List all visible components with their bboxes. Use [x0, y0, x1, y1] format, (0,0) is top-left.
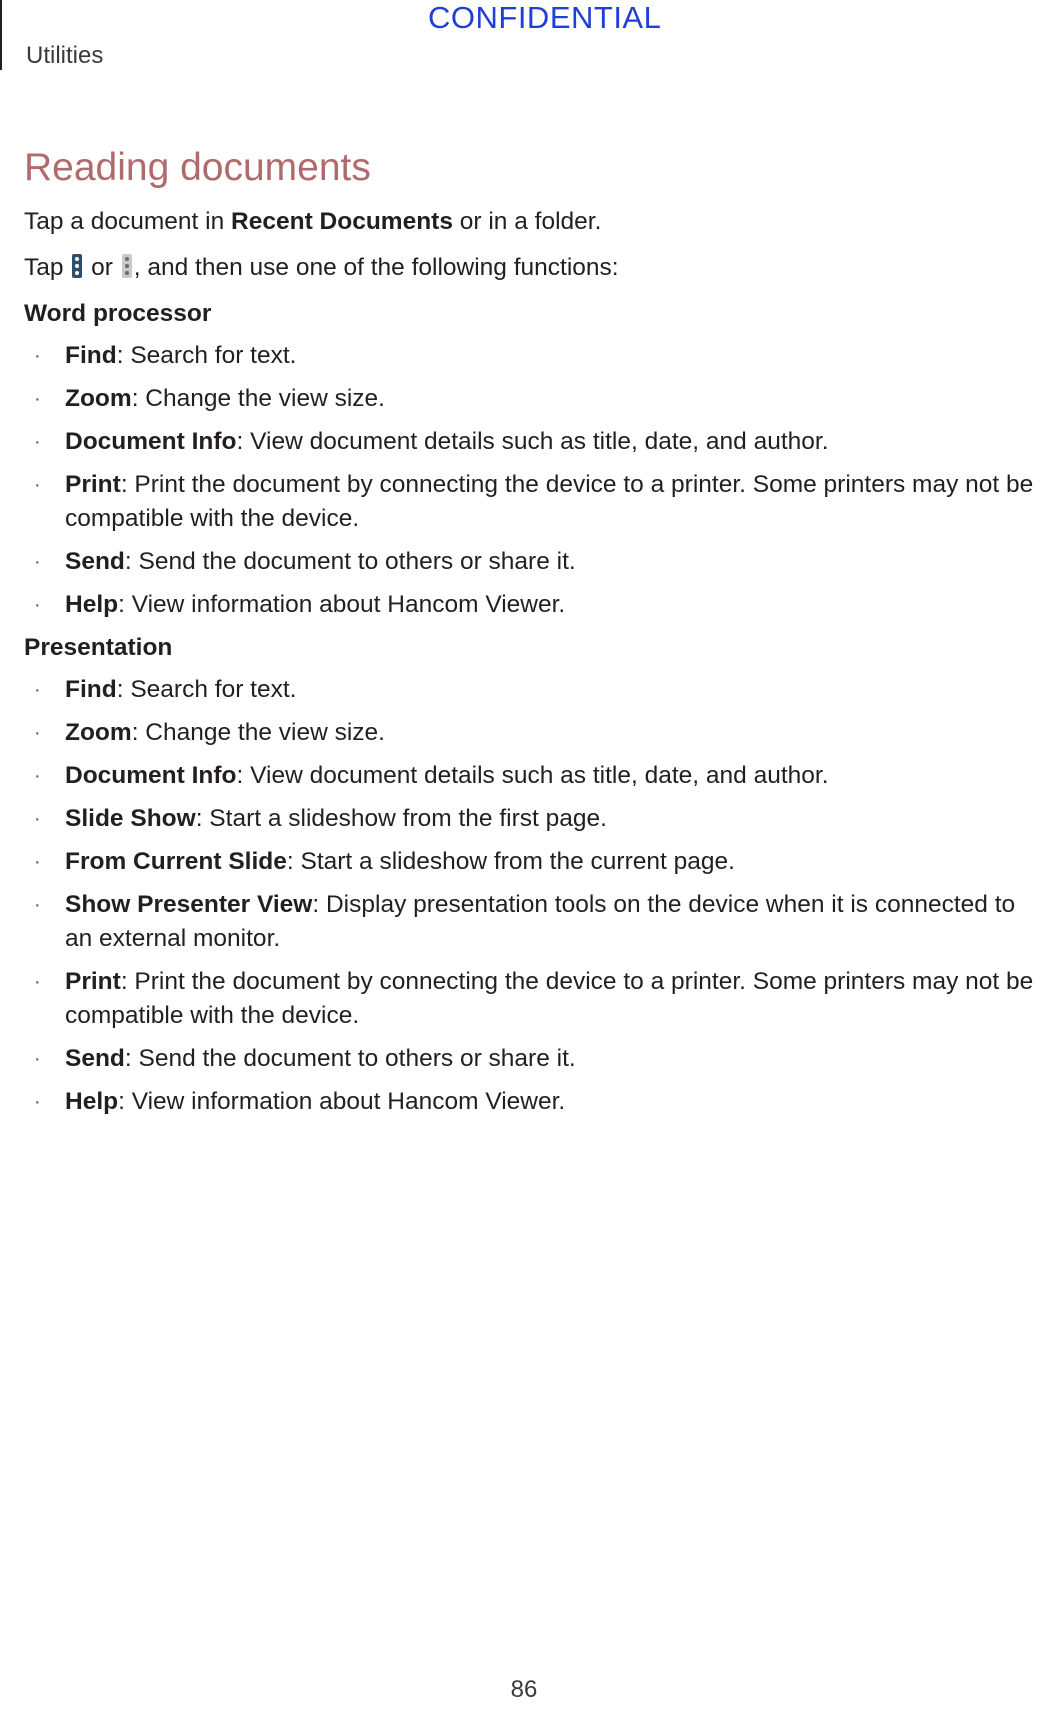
item-term: Document Info [65, 762, 237, 789]
intro-text: Tap a document in [24, 208, 232, 235]
bullet: · [34, 722, 41, 744]
item-description: : View information about Hancom Viewer. [118, 591, 566, 618]
bullet: · [34, 1048, 41, 1070]
list-item [24, 716, 1034, 750]
item-term: Slide Show [65, 805, 196, 832]
list-item [24, 545, 1034, 579]
presentation-list [24, 673, 1034, 1119]
item-term: Print [65, 471, 121, 498]
item-description: : View document details such as title, date, and author. [236, 428, 829, 455]
bullet: · [34, 971, 41, 993]
list-item [24, 382, 1034, 416]
bullet: · [34, 431, 41, 453]
bullet: · [34, 551, 41, 573]
intro-text: Tap [24, 254, 71, 281]
word-processor-list [24, 339, 1034, 622]
bullet: · [34, 894, 41, 916]
item-term: Show Presenter View [65, 891, 313, 918]
bullet: · [34, 808, 41, 830]
bullet: · [34, 594, 41, 616]
list-item [24, 965, 1034, 1033]
page-title: Reading documents [24, 146, 371, 189]
bullet: · [34, 1091, 41, 1113]
intro-text: or [84, 254, 120, 281]
item-description: : Display presentation tools on the device when it is connected to an external monitor. [65, 891, 1016, 952]
more-options-icon [122, 254, 132, 278]
item-description: : Search for text. [116, 676, 297, 703]
item-term: Print [65, 968, 121, 995]
item-description: : Search for text. [116, 342, 297, 369]
list-item [24, 673, 1034, 707]
presentation-heading: Presentation [24, 634, 173, 661]
item-term: Send [65, 548, 125, 575]
bullet: · [34, 474, 41, 496]
bullet: · [34, 679, 41, 701]
page-number: 86 [510, 1676, 538, 1703]
item-description: : Send the document to others or share it. [124, 1045, 576, 1072]
item-description: : Start a slideshow from the first page. [195, 805, 607, 832]
bullet: · [34, 345, 41, 367]
section-label: Utilities [26, 42, 104, 69]
bullet: · [34, 765, 41, 787]
item-term: Send [65, 1045, 125, 1072]
intro-text: or in a folder. [452, 208, 602, 235]
header-rule [0, 0, 2, 70]
item-term: Help [65, 591, 119, 618]
intro-bold-term: Recent Documents [231, 208, 453, 235]
list-item [24, 888, 1034, 956]
item-description: : Change the view size. [131, 385, 385, 412]
list-item [24, 1042, 1034, 1076]
item-term: From Current Slide [65, 848, 287, 875]
list-item [24, 1085, 1034, 1119]
item-description: : Print the document by connecting the device to a printer. Some printers may not be compatible with the device. [65, 968, 1034, 1029]
more-options-icon [72, 254, 82, 278]
list-item [24, 468, 1034, 536]
list-item [24, 425, 1034, 459]
list-item [24, 339, 1034, 373]
item-description: : Start a slideshow from the current page. [286, 848, 735, 875]
item-term: Document Info [65, 428, 237, 455]
item-term: Help [65, 1088, 119, 1115]
page-content [24, 205, 1034, 1128]
confidential-watermark: CONFIDENTIAL [428, 0, 662, 35]
list-item [24, 588, 1034, 622]
item-term: Zoom [65, 385, 132, 412]
bullet: · [34, 851, 41, 873]
list-item [24, 845, 1034, 879]
list-item [24, 802, 1034, 836]
item-description: : Change the view size. [131, 719, 385, 746]
item-description: : Print the document by connecting the device to a printer. Some printers may not be compatible with the device. [65, 471, 1034, 532]
item-description: : View document details such as title, date, and author. [236, 762, 829, 789]
item-description: : Send the document to others or share it. [124, 548, 576, 575]
intro-paragraph-2 [24, 251, 1034, 285]
intro-paragraph-1 [24, 205, 1034, 239]
item-term: Find [65, 342, 117, 369]
list-item [24, 759, 1034, 793]
item-term: Zoom [65, 719, 132, 746]
item-description: : View information about Hancom Viewer. [118, 1088, 566, 1115]
word-processor-heading: Word processor [24, 300, 212, 327]
bullet: · [34, 388, 41, 410]
intro-text: , and then use one of the following functions: [133, 254, 619, 281]
item-term: Find [65, 676, 117, 703]
